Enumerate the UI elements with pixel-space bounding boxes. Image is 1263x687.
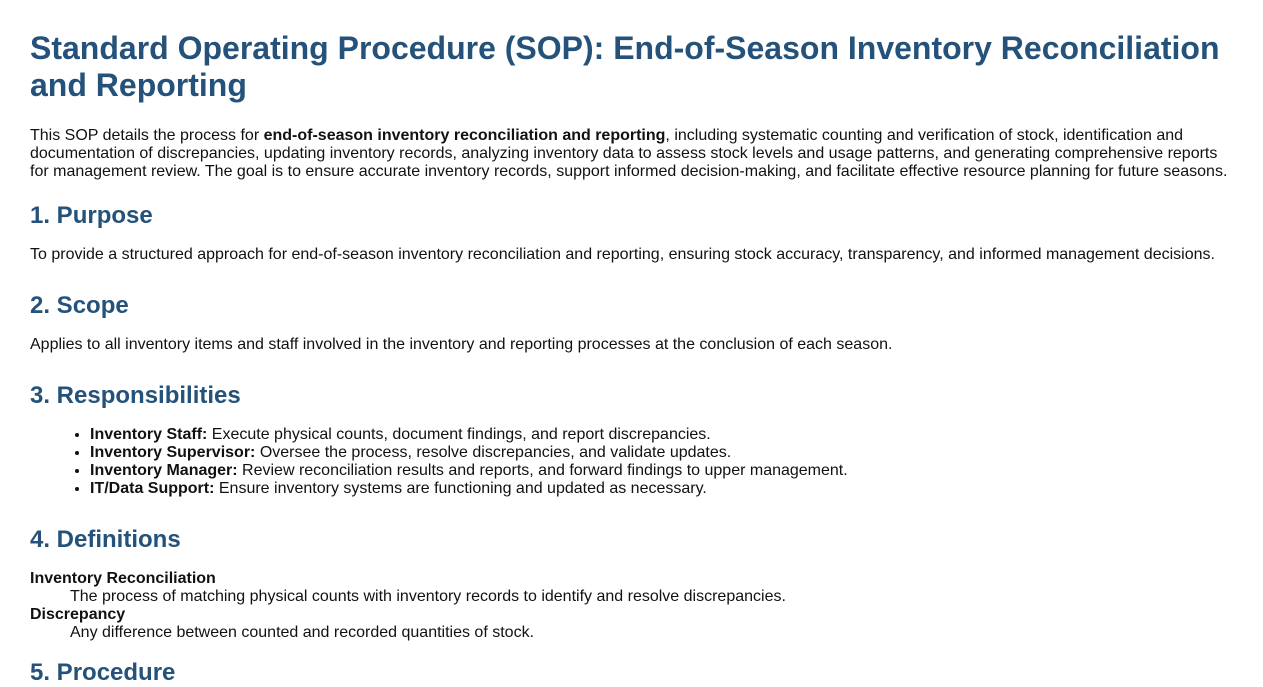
intro-bold: end-of-season inventory reconciliation and reporting (263, 127, 666, 144)
responsibilities-list (30, 426, 1233, 498)
list-item (90, 426, 1233, 444)
intro-paragraph (30, 127, 1233, 181)
definitions-list (30, 570, 1233, 642)
purpose-heading: 1. Purpose (30, 202, 153, 229)
page-title: Standard Operating Procedure (SOP): End-of-Season Inventory Reconciliation and Reporting (30, 30, 1220, 103)
purpose-text: To provide a structured approach for end-of-season inventory reconciliation and reporting, ensuring stock accuracy, transparency, and informed management decisions. (30, 246, 1215, 263)
role-label: Inventory Manager: (90, 462, 238, 479)
role-label: Inventory Staff: (90, 426, 208, 443)
scope-heading: 2. Scope (30, 292, 129, 319)
list-item (90, 480, 1233, 498)
procedure-heading: 5. Procedure (30, 659, 176, 686)
list-item (90, 444, 1233, 462)
intro-prefix: This SOP details the process for (30, 127, 264, 144)
definitions-heading: 4. Definitions (30, 526, 181, 553)
role-text: Execute physical counts, document findings, and report discrepancies. (207, 426, 711, 443)
scope-text: Applies to all inventory items and staff involved in the inventory and reporting processes at the conclusion of each season. (30, 336, 893, 353)
definition-description: The process of matching physical counts with inventory records to identify and resolve discrepancies. (70, 588, 786, 605)
role-text: Ensure inventory systems are functioning and updated as necessary. (214, 480, 707, 497)
role-text: Oversee the process, resolve discrepancies, and validate updates. (255, 444, 732, 461)
role-label: Inventory Supervisor: (90, 444, 256, 461)
role-label: IT/Data Support: (90, 480, 215, 497)
definition-term: Inventory Reconciliation (30, 570, 216, 587)
responsibilities-heading: 3. Responsibilities (30, 382, 241, 409)
role-text: Review reconciliation results and reports, and forward findings to upper management. (237, 462, 848, 479)
definition-term: Discrepancy (30, 606, 126, 623)
definition-description: Any difference between counted and recorded quantities of stock. (70, 624, 535, 641)
intro-suffix: , including systematic counting and verification of stock, identification and documentation of discrepancies, updating inventory records, analyzing inventory data to assess stock levels and usage patterns, and generating comprehensive reports for management review. The goal is to ensure accurate inventory records, support informed decision-making, and facilitate effective resource planning for future seasons. (30, 127, 1228, 180)
list-item (90, 462, 1233, 480)
